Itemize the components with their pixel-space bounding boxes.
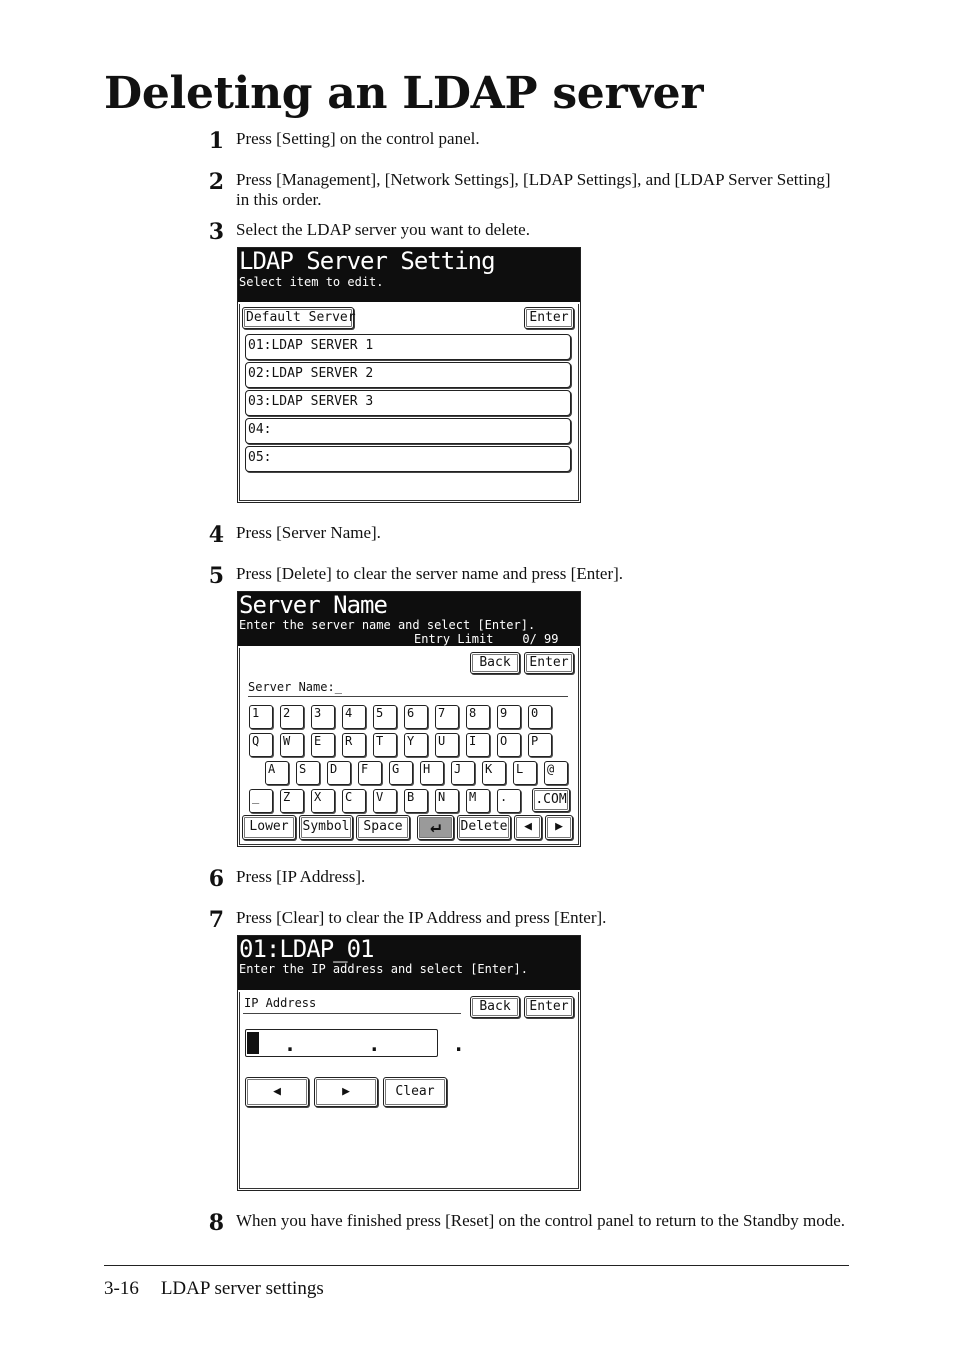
page-title: Deleting an LDAP server [104, 68, 704, 119]
keyboard-key[interactable]: F [358, 761, 382, 785]
screen-subtitle: Enter the server name and select [Enter]. [239, 618, 536, 632]
section-name: LDAP server settings [160, 1278, 324, 1299]
keyboard-key[interactable]: 9 [497, 705, 521, 729]
server-entry-02[interactable]: 02:LDAP SERVER 2 [245, 362, 571, 388]
step-number: 4 [208, 522, 224, 548]
keyboard-key[interactable]: S [296, 761, 320, 785]
keyboard-key[interactable]: I [466, 733, 490, 757]
keyboard-key[interactable]: P [528, 733, 552, 757]
back-button[interactable]: Back [470, 652, 520, 674]
screen-header [238, 592, 580, 646]
keyboard-key[interactable]: V [373, 789, 397, 813]
keyboard-key[interactable]: A [265, 761, 289, 785]
symbol-button[interactable]: Symbol [299, 815, 353, 840]
ip-dots: . . . [284, 1032, 465, 1056]
screen-title: 01:LDAP_01 [239, 935, 374, 963]
server-entry-05[interactable]: 05: [245, 446, 571, 472]
keyboard-key[interactable]: D [327, 761, 351, 785]
cursor-left-button[interactable]: ◀ [245, 1077, 309, 1107]
delete-button[interactable]: Delete [457, 815, 511, 840]
keyboard-key[interactable]: 2 [280, 705, 304, 729]
keyboard-key[interactable]: @ [544, 761, 568, 785]
ip-address-screen [237, 935, 581, 1191]
keyboard-key[interactable]: X [311, 789, 335, 813]
field-underline [248, 696, 568, 697]
enter-button[interactable]: Enter [524, 307, 574, 329]
step-text: Select the LDAP server you want to delete. [236, 220, 530, 239]
keyboard-key[interactable]: T [373, 733, 397, 757]
keyboard-key[interactable]: J [451, 761, 475, 785]
enter-button[interactable]: Enter [524, 652, 574, 674]
step-text: When you have finished press [Reset] on the control panel to return to the Standby mode. [236, 1211, 846, 1230]
keyboard-key[interactable]: 5 [373, 705, 397, 729]
ip-address-input[interactable] [245, 1029, 465, 1057]
step-text: Press [IP Address]. [236, 867, 366, 886]
keyboard-key[interactable]: E [311, 733, 335, 757]
screen-title: LDAP Server Setting [239, 247, 495, 275]
screen-subtitle: Enter the IP address and select [Enter]. [239, 962, 528, 976]
keyboard-key[interactable]: U [435, 733, 459, 757]
keyboard-key[interactable]: R [342, 733, 366, 757]
step-number: 8 [208, 1210, 224, 1236]
screen-header [238, 936, 580, 990]
ip-address-label: IP Address [244, 996, 317, 1010]
step-text: Press [Setting] on the control panel. [236, 129, 480, 148]
step-text: Press [Clear] to clear the IP Address and press [Enter]. [236, 908, 607, 927]
keyboard-key[interactable]: Q [249, 733, 273, 757]
server-entry-04[interactable]: 04: [245, 418, 571, 444]
label-underline [243, 1013, 461, 1014]
ldap-server-setting-screen [237, 247, 581, 503]
step-text: Press [Delete] to clear the server name and press [Enter]. [236, 564, 624, 583]
screen-body [239, 304, 579, 501]
step-number: 3 [208, 219, 224, 245]
page-number: 3-16 [104, 1278, 139, 1299]
keyboard-key[interactable]: Z [280, 789, 304, 813]
cursor-right-button[interactable]: ▶ [314, 1077, 378, 1107]
return-button[interactable]: ↵ [417, 815, 454, 840]
keyboard-key[interactable]: 4 [342, 705, 366, 729]
screen-title: Server Name [239, 591, 387, 619]
keyboard-key[interactable]: 8 [466, 705, 490, 729]
clear-button[interactable]: Clear [383, 1077, 447, 1107]
keyboard-key[interactable]: Y [404, 733, 428, 757]
keyboard-key[interactable]: 7 [435, 705, 459, 729]
back-button[interactable]: Back [470, 996, 520, 1018]
footer [104, 1278, 324, 1300]
server-name-field[interactable]: Server Name:_ [248, 680, 342, 694]
keyboard-key[interactable]: N [435, 789, 459, 813]
keyboard-key[interactable]: _ [249, 789, 273, 813]
entry-limit: Entry Limit 0/ 99 [414, 632, 559, 646]
screen-body [239, 648, 579, 845]
cursor-left-button[interactable]: ◀ [514, 815, 542, 840]
keyboard-key[interactable]: 1 [249, 705, 273, 729]
keyboard-key[interactable]: O [497, 733, 521, 757]
keyboard-key[interactable]: B [404, 789, 428, 813]
keyboard-key[interactable]: . [497, 789, 521, 813]
default-server-button[interactable]: Default Server [242, 307, 354, 329]
step-number: 2 [208, 169, 224, 195]
screen-header [238, 248, 580, 302]
keyboard-key[interactable]: 6 [404, 705, 428, 729]
keyboard-key[interactable]: W [280, 733, 304, 757]
server-entry-01[interactable]: 01:LDAP SERVER 1 [245, 334, 571, 360]
screen-body [239, 992, 579, 1189]
keyboard-key[interactable]: M [466, 789, 490, 813]
keyboard-key[interactable]: 0 [528, 705, 552, 729]
keyboard-key[interactable]: C [342, 789, 366, 813]
space-button[interactable]: Space [356, 815, 410, 840]
keyboard-key[interactable]: K [482, 761, 506, 785]
keyboard-key[interactable]: G [389, 761, 413, 785]
keyboard-key[interactable]: H [420, 761, 444, 785]
step-number: 1 [208, 128, 224, 154]
step-text: Press [Management], [Network Settings], [LDAP Settings], and [LDAP Server Setting] in this order. [236, 170, 831, 209]
keyboard-key[interactable]: L [513, 761, 537, 785]
step-text: Press [Server Name]. [236, 523, 381, 542]
step-number: 6 [208, 866, 224, 892]
keyboard-key[interactable]: 3 [311, 705, 335, 729]
step-number: 5 [208, 563, 224, 589]
cursor-right-button[interactable]: ▶ [545, 815, 573, 840]
enter-button[interactable]: Enter [524, 996, 574, 1018]
server-name-screen [237, 591, 581, 847]
step-number: 7 [208, 907, 224, 933]
footer-rule [104, 1265, 849, 1266]
key-dotcom[interactable]: .COM [532, 788, 570, 812]
screen-subtitle: Select item to edit. [239, 275, 384, 289]
text-cursor [247, 1032, 259, 1054]
lower-button[interactable]: Lower [242, 815, 296, 840]
server-entry-03[interactable]: 03:LDAP SERVER 3 [245, 390, 571, 416]
